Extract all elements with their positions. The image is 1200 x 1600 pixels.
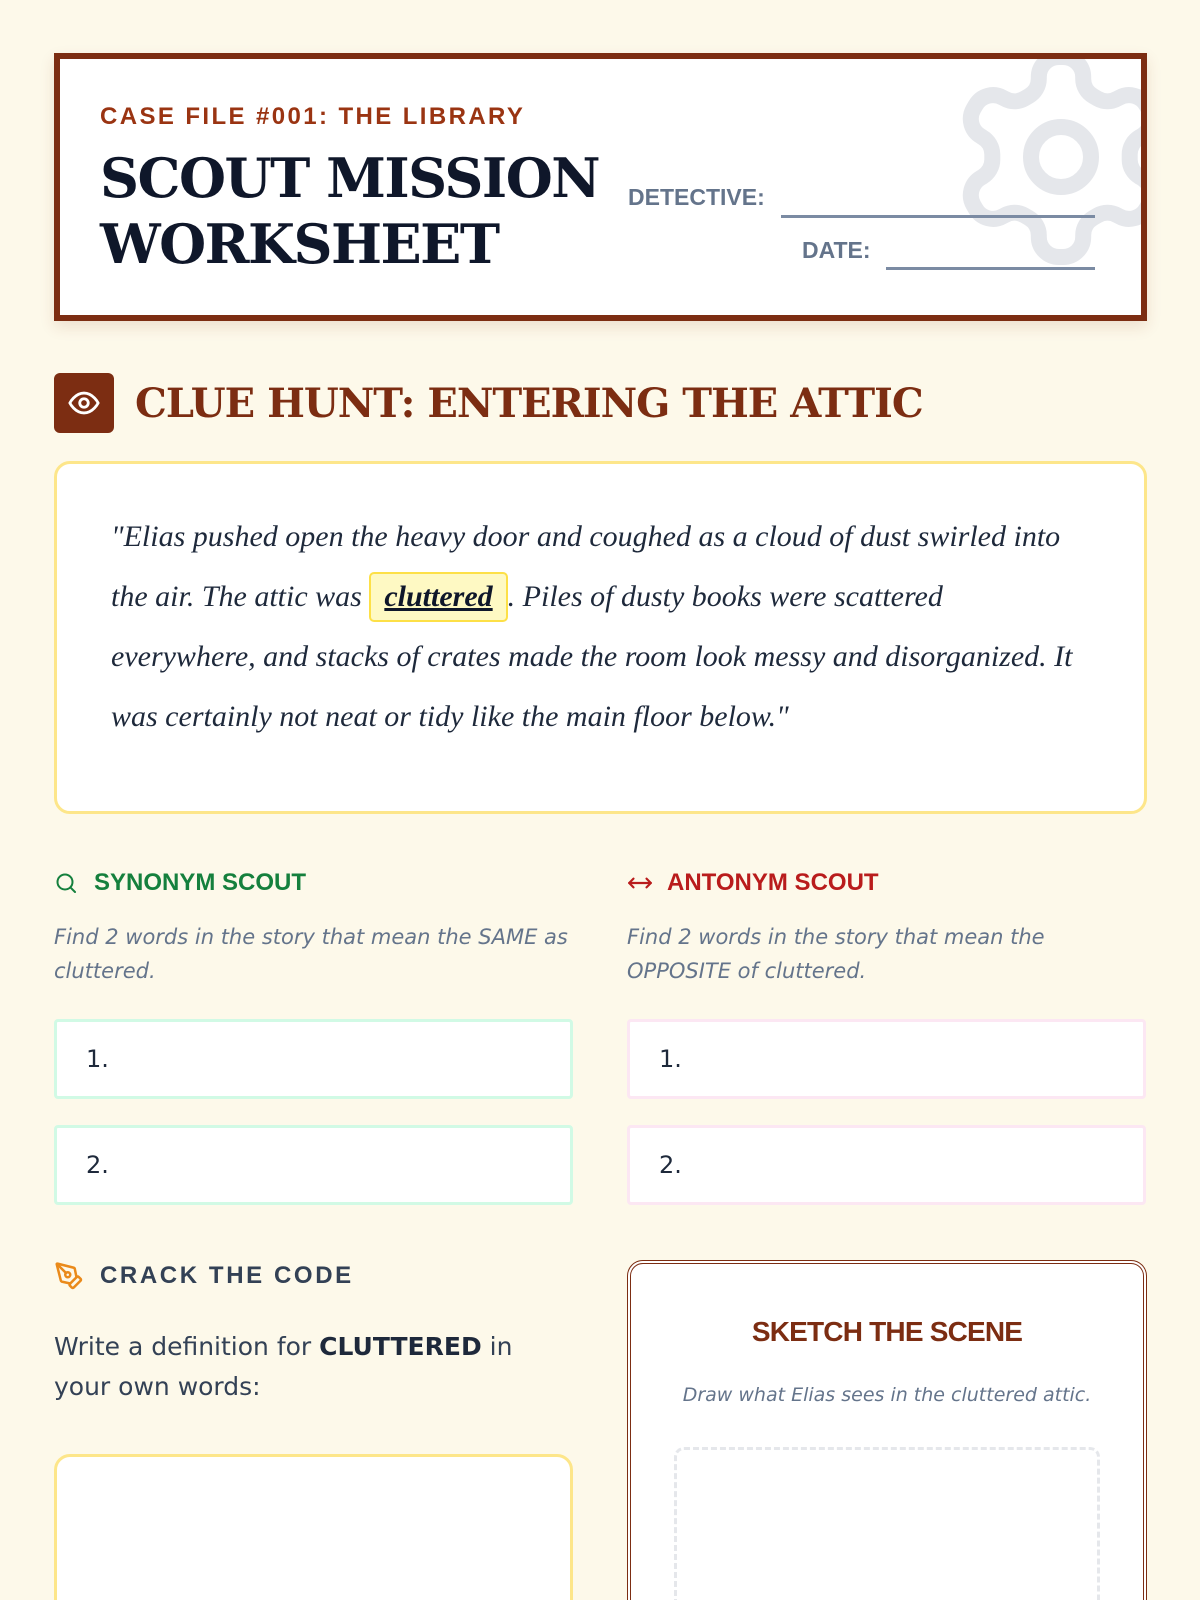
arrows-left-right-icon (627, 870, 653, 896)
prompt-text-before: Write a definition for (54, 1332, 312, 1361)
eye-icon (67, 386, 101, 420)
gear-icon (941, 53, 1147, 277)
date-line[interactable] (886, 267, 1095, 270)
antonym-scout-title: ANTONYM SCOUT (667, 869, 879, 896)
sketch-title: SKETCH THE SCENE (751, 1316, 1023, 1347)
crack-the-code-section (54, 1258, 573, 1407)
highlighted-vocab-word: cluttered (369, 572, 507, 622)
definition-prompt (54, 1327, 573, 1407)
section-title: CLUE HUNT: ENTERING THE ATTIC (135, 379, 923, 427)
answer-number: 1. (659, 1045, 682, 1073)
worksheet-title-line-1: SCOUT MISSION (100, 146, 600, 210)
synonym-scout-title: SYNONYM SCOUT (94, 869, 307, 896)
eye-icon-badge (54, 373, 114, 433)
search-icon (54, 870, 80, 896)
header-card (54, 53, 1147, 321)
antonym-scout-heading (627, 866, 1146, 900)
detective-name-line[interactable] (781, 215, 1095, 218)
prompt-text-after: in your own words: (54, 1332, 513, 1401)
detective-label: DETECTIVE: (628, 184, 765, 210)
pen-tool-icon (54, 1261, 84, 1291)
synonym-scout-section (54, 866, 573, 1205)
sketch-subtitle: Draw what Elias sees in the cluttered attic. (682, 1384, 1092, 1406)
case-file-label: CASE FILE #001: THE LIBRARY (100, 103, 526, 130)
antonym-instruction: Find 2 words in the story that mean the OPPOSITE of cluttered. (627, 925, 1045, 983)
story-text-before: "Elias pushed open the heavy door and coughed as a cloud of dust swirled into the air. The attic was (111, 520, 1061, 613)
crack-the-code-title: CRACK THE CODE (100, 1262, 354, 1289)
synonym-answer-1[interactable] (54, 1019, 573, 1099)
sketch-drawing-area[interactable] (674, 1447, 1100, 1600)
synonym-scout-heading (54, 866, 573, 900)
synonym-instruction: Find 2 words in the story that mean the SAME as cluttered. (54, 925, 568, 983)
answer-number: 1. (86, 1045, 109, 1073)
story-text-after: . Piles of dusty books were scattered everywhere, and stacks of crates made the room look messy and disorganized. It was certainly not neat or tidy like the main floor below." (111, 580, 1073, 733)
antonym-answer-2[interactable] (627, 1125, 1146, 1205)
synonym-answer-2[interactable] (54, 1125, 573, 1205)
antonym-answer-1[interactable] (627, 1019, 1146, 1099)
antonym-scout-section (627, 866, 1146, 1205)
answer-number: 2. (86, 1151, 109, 1179)
sketch-the-scene-card (627, 1260, 1147, 1600)
definition-answer-box[interactable] (54, 1454, 573, 1600)
clue-hunt-heading (54, 373, 923, 433)
worksheet-title-line-2: WORKSHEET (100, 212, 499, 276)
answer-number: 2. (659, 1151, 682, 1179)
prompt-vocab-word: CLUTTERED (319, 1332, 482, 1361)
story-passage (111, 507, 1092, 747)
crack-the-code-heading (54, 1258, 573, 1294)
date-label: DATE: (802, 237, 871, 263)
story-passage-box (54, 461, 1147, 814)
